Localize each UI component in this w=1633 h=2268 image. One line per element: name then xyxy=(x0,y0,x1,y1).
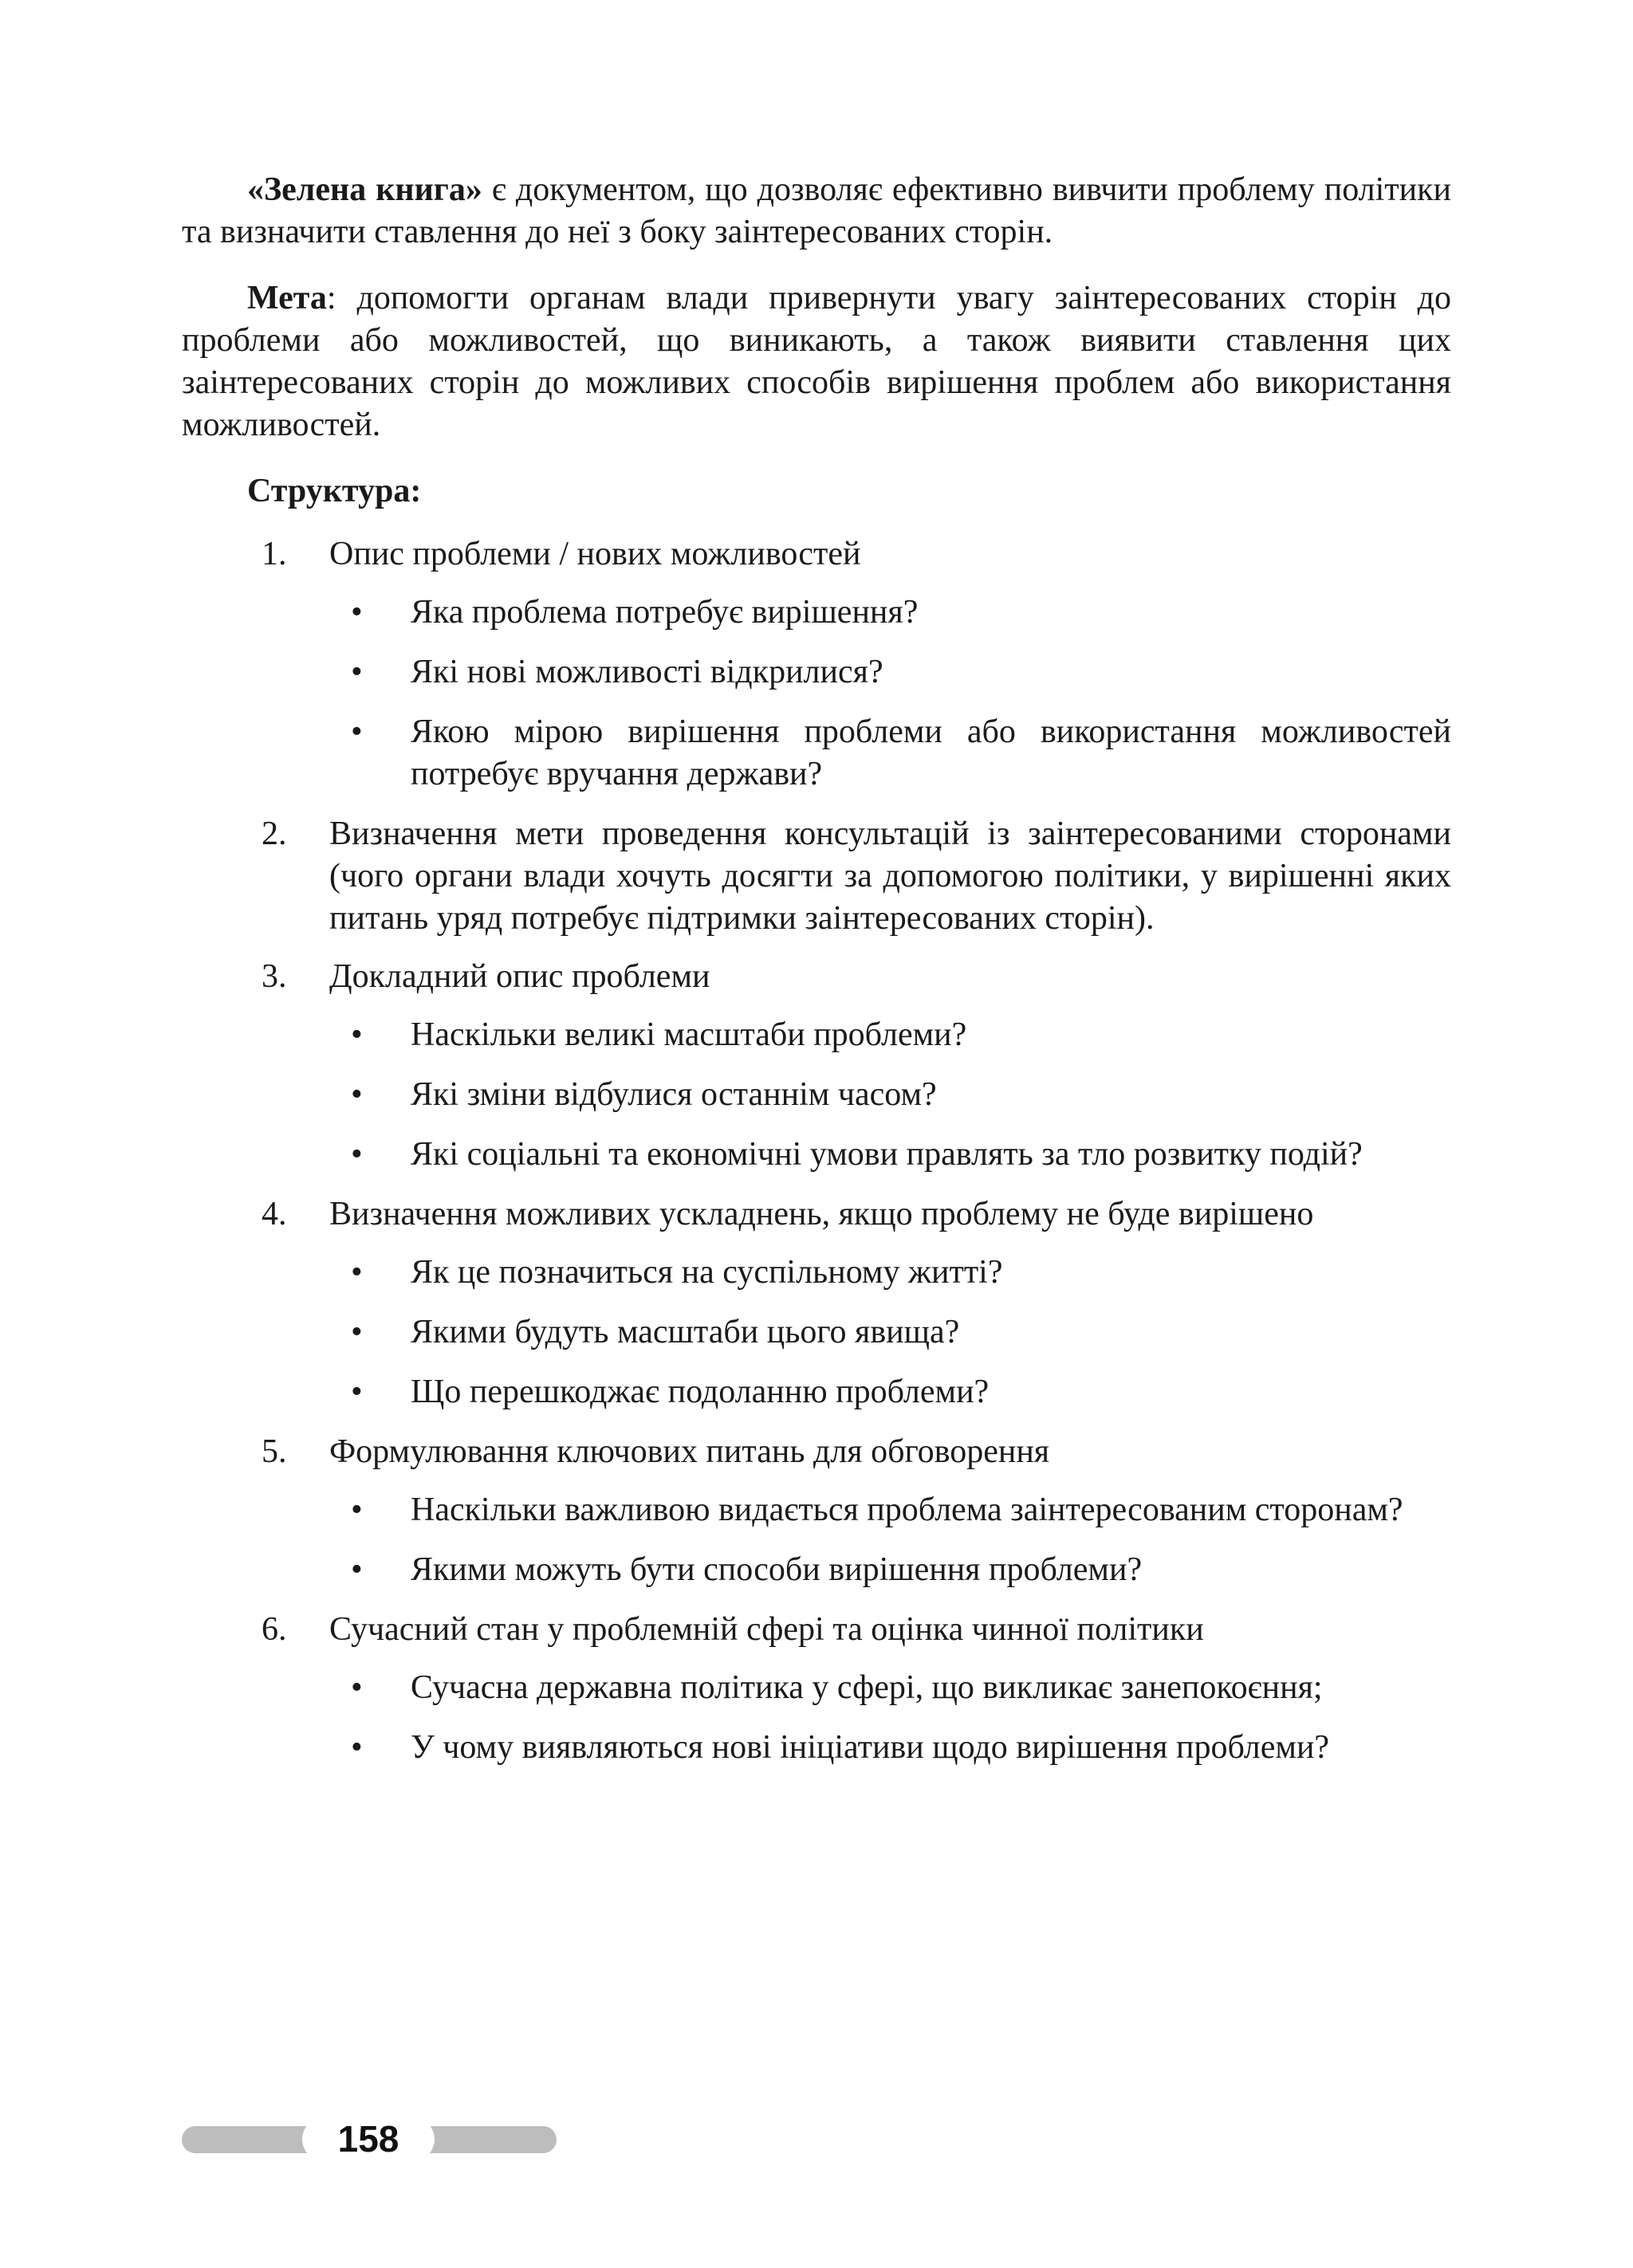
list-item-number: 6. xyxy=(262,1611,287,1648)
bullet-text: Наскільки великі масштаби проблеми? xyxy=(411,1016,967,1053)
bullet-item xyxy=(329,651,1451,694)
list-item-text: Опис проблеми / нових можливостей xyxy=(329,536,861,572)
list-item xyxy=(182,956,1451,1176)
bullet-item xyxy=(329,1311,1451,1354)
bullet-item xyxy=(329,1014,1451,1056)
goal-paragraph xyxy=(182,277,1451,446)
bullet-text: Якими будуть масштаби цього явища? xyxy=(411,1314,960,1350)
list-item-number: 1. xyxy=(262,536,287,572)
bullet-text: Які нові можливості відкрилися? xyxy=(411,654,883,690)
list-item xyxy=(182,1609,1451,1769)
page-number-badge xyxy=(182,2117,557,2161)
bullet-text: Якими можуть бути способи вирішення проблеми? xyxy=(411,1551,1143,1588)
green-book-term: «Зелена книга» xyxy=(247,171,482,208)
bullet-icon: • xyxy=(351,654,363,690)
bullet-list xyxy=(329,1252,1451,1413)
bullet-icon: • xyxy=(351,1374,363,1410)
page-number: 158 xyxy=(302,2117,435,2161)
structure-heading: Структура: xyxy=(247,473,422,509)
goal-label: Мета xyxy=(247,280,327,316)
bullet-text: Що перешкоджає подоланню проблеми? xyxy=(411,1374,990,1410)
bullet-text: Якою мірою вирішення проблеми або використання можливостей потребує вручання держави? xyxy=(411,713,1451,792)
bullet-icon: • xyxy=(351,1551,363,1588)
bullet-item xyxy=(329,592,1451,634)
bullet-icon: • xyxy=(351,1314,363,1350)
intro-text: є документом, що дозволяє ефективно вивчити проблему політики та визначити ставлення до неї з боку заінтересованих сторін. xyxy=(182,171,1451,250)
bullet-icon: • xyxy=(351,1016,363,1053)
list-item-number: 3. xyxy=(262,958,287,995)
bullet-list xyxy=(329,1014,1451,1176)
list-item xyxy=(182,533,1451,796)
bullet-text: Яка проблема потребує вирішення? xyxy=(411,594,919,631)
bullet-icon: • xyxy=(351,594,363,631)
bullet-item xyxy=(329,1134,1451,1176)
bullet-list xyxy=(329,592,1451,796)
list-item xyxy=(182,1193,1451,1413)
bullet-item xyxy=(329,711,1451,796)
list-item-text: Визначення мети проведення консультацій із заінтересованими сторонами (чого органи влади хочуть досягти за допомогою політики, у вирішенні яких питань уряд потребує підтримки заінтересованих сторін). xyxy=(329,816,1451,937)
bullet-icon: • xyxy=(351,1729,363,1766)
page-content xyxy=(182,169,1451,1786)
list-item xyxy=(182,1431,1451,1591)
bullet-text: Як це позначиться на суспільному житті? xyxy=(411,1254,1003,1291)
list-item xyxy=(182,813,1451,940)
bullet-item xyxy=(329,1549,1451,1591)
bullet-icon: • xyxy=(351,1076,363,1113)
bullet-list xyxy=(329,1667,1451,1769)
bullet-text: Які соціальні та економічні умови правлять за тло розвитку подій? xyxy=(411,1136,1363,1173)
bullet-icon: • xyxy=(351,1136,363,1173)
bullet-text: Наскільки важливою видається проблема заінтересованим сторонам? xyxy=(411,1492,1403,1528)
list-item-number: 4. xyxy=(262,1196,287,1232)
bullet-item xyxy=(329,1727,1451,1769)
bullet-text: У чому виявляються нові ініціативи щодо вирішення проблеми? xyxy=(411,1729,1330,1766)
bullet-list xyxy=(329,1489,1451,1591)
goal-text: : допомогти органам влади привернути увагу заінтересованих сторін до проблеми або можливостей, що виникають, а також виявити ставлення цих заінтересованих сторін до можливих способів вирішення проблем або використання можливостей. xyxy=(182,280,1451,443)
list-item-number: 2. xyxy=(262,816,287,852)
list-item-number: 5. xyxy=(262,1433,287,1470)
bullet-icon: • xyxy=(351,1492,363,1528)
structure-list xyxy=(182,533,1451,1769)
list-item-text: Сучасний стан у проблемній сфері та оцінка чинної політики xyxy=(329,1611,1204,1648)
bullet-item xyxy=(329,1074,1451,1116)
bullet-item xyxy=(329,1489,1451,1531)
bullet-item xyxy=(329,1667,1451,1709)
bullet-text: Сучасна державна політика у сфері, що викликає занепокоєння; xyxy=(411,1669,1323,1706)
list-item-text: Формулювання ключових питань для обговорення xyxy=(329,1433,1050,1470)
list-item-text: Визначення можливих ускладнень, якщо проблему не буде вирішено xyxy=(329,1196,1314,1232)
bullet-text: Які зміни відбулися останнім часом? xyxy=(411,1076,937,1113)
bullet-icon: • xyxy=(351,1254,363,1291)
bullet-item xyxy=(329,1252,1451,1294)
intro-paragraph xyxy=(182,169,1451,254)
bullet-icon: • xyxy=(351,1669,363,1706)
bullet-icon: • xyxy=(351,713,363,750)
list-item-text: Докладний опис проблеми xyxy=(329,958,710,995)
bullet-item xyxy=(329,1371,1451,1413)
